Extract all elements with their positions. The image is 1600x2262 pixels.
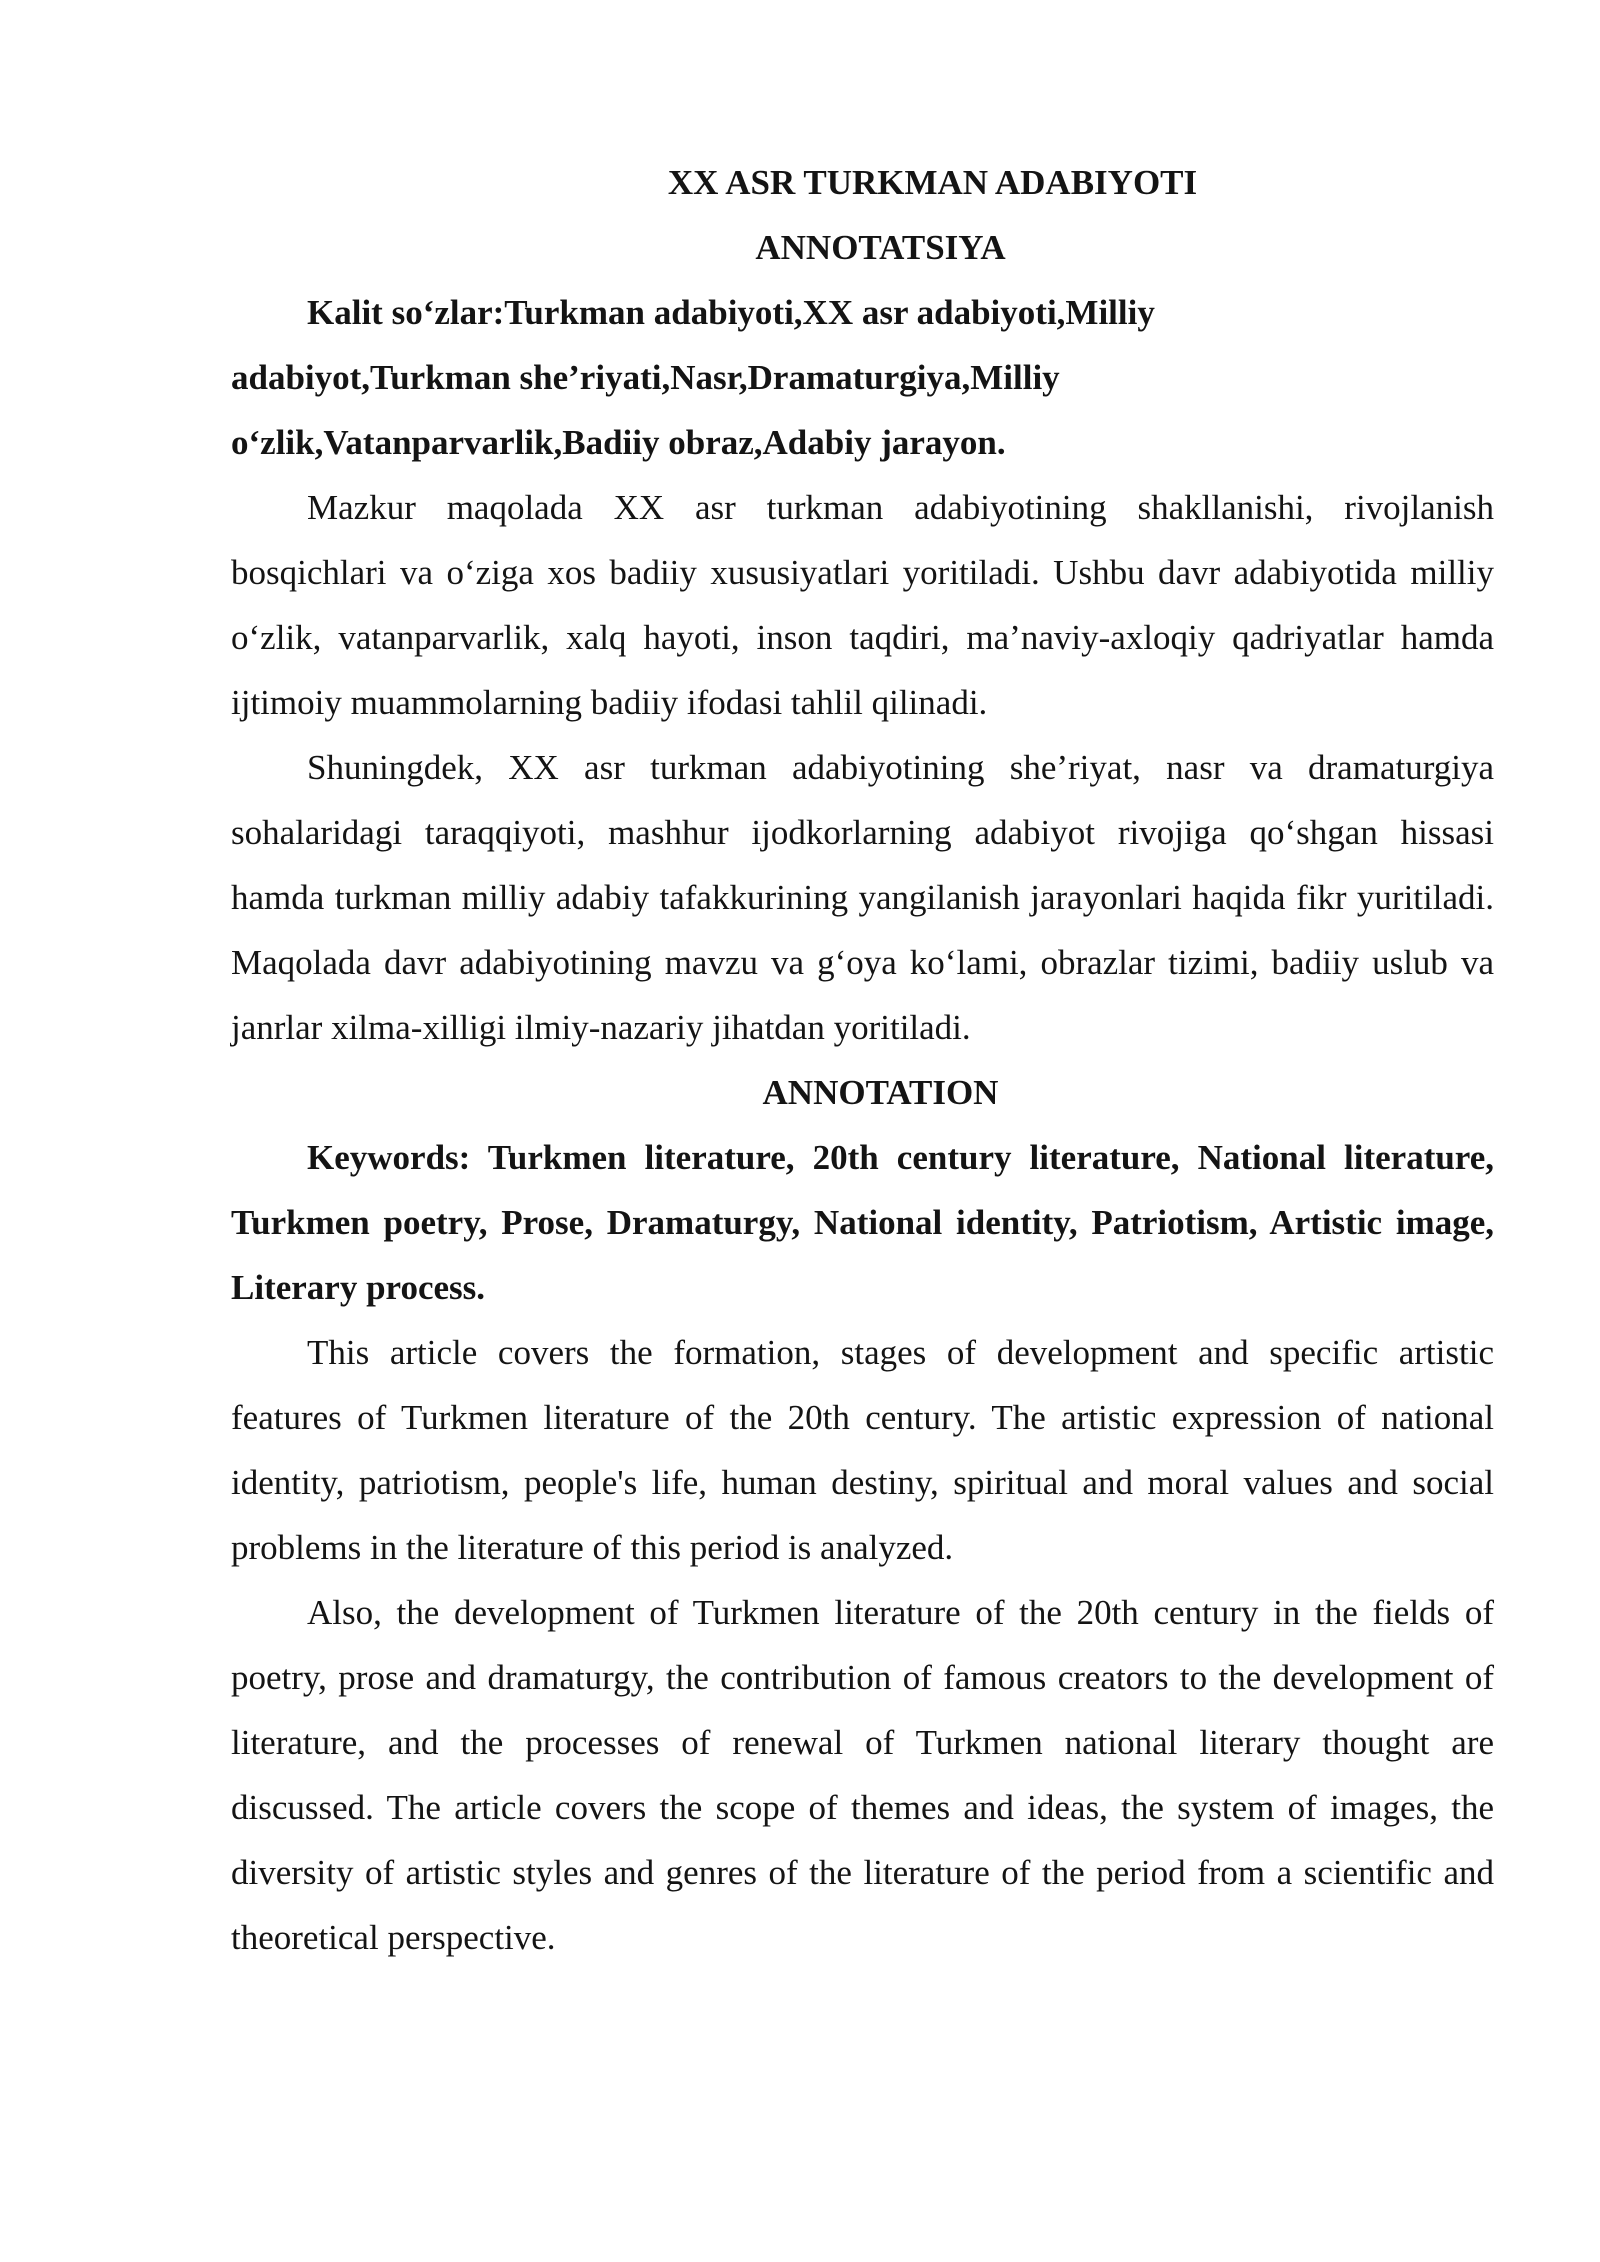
keywords-uz-line-1: Kalit so‘zlar:Turkman adabiyoti,XX asr adabiyoti,Milliy xyxy=(307,293,1155,332)
annotation-paragraph-uz-1: Mazkur maqolada XX asr turkman adabiyotining shakllanishi, rivojlanish bosqichlari va o‘ziga xos badiiy xususiyatlari yoritiladi. Ushbu davr adabiyotida milliy o‘zlik, vatanparvarlik, xalq hayoti, inson taqdiri, ma’naviy-axloqiy qadriyatlar hamda ijtimoiy muammolarning badiiy ifodasi tahlil qilinadi. xyxy=(231,488,1494,722)
document-page xyxy=(231,150,1494,1970)
annotation-heading-en: ANNOTATION xyxy=(762,1073,999,1112)
annotation-paragraph-en-1: This article covers the formation, stages of development and specific artistic features of Turkmen literature of the 20th century. The artistic expression of national identity, patriotism, people's life, human destiny, spiritual and moral values and social problems in the literature of this period is analyzed. xyxy=(231,1333,1494,1567)
keywords-uz xyxy=(231,280,1494,475)
annotation-paragraph-uz-2: Shuningdek, XX asr turkman adabiyotining she’riyat, nasr va dramaturgiya sohalaridagi taraqqiyoti, mashhur ijodkorlarning adabiyot rivojiga qo‘shgan hissasi hamda turkman milliy adabiy tafakkurining yangilanish jarayonlari haqida fikr yuritiladi. Maqolada davr adabiyotining mavzu va g‘oya ko‘lami, obrazlar tizimi, badiiy uslub va janrlar xilma-xilligi ilmiy-nazariy jihatdan yoritiladi. xyxy=(231,748,1494,1047)
annotation-heading-uz: ANNOTATSIYA xyxy=(755,228,1006,267)
document-title: XX ASR TURKMAN ADABIYOTI xyxy=(667,163,1198,202)
annotation-paragraph-en-2: Also, the development of Turkmen literature of the 20th century in the fields of poetry, prose and dramaturgy, the contribution of famous creators to the development of literature, and the processes of renewal of Turkmen national literary thought are discussed. The article covers the scope of themes and ideas, the system of images, the diversity of artistic styles and genres of the literature of the period from a scientific and theoretical perspective. xyxy=(231,1593,1494,1957)
keywords-en: Keywords: Turkmen literature, 20th century literature, National literature, Turkmen poetry, Prose, Dramaturgy, National identity, Patriotism, Artistic image, Literary process. xyxy=(231,1138,1494,1307)
keywords-uz-line-2: adabiyot,Turkman she’riyati,Nasr,Dramaturgiya,Milliy xyxy=(231,358,1060,397)
keywords-uz-line-3: o‘zlik,Vatanparvarlik,Badiiy obraz,Adabiy jarayon. xyxy=(231,423,1006,462)
